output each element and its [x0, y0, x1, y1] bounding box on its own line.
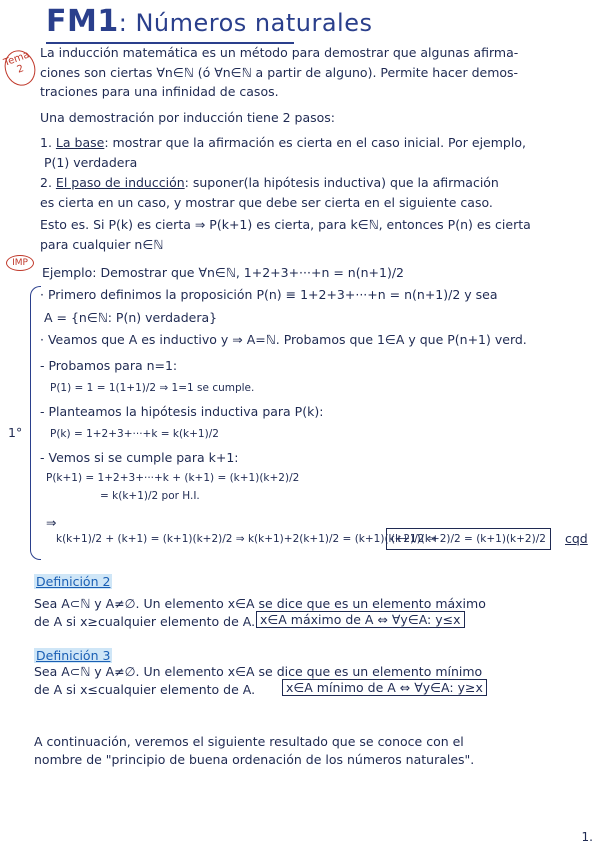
page-title: [46, 4, 372, 39]
intro-line-1: La inducción matemática es un método para demostrar que algunas afirma-: [40, 45, 519, 60]
step-1-cont: P(1) verdadera: [44, 155, 138, 170]
example-line-12: ⇒: [46, 515, 57, 530]
def2-line-1: Sea A⊂ℕ y A≠∅. Un elemento x∈A se dice que es un elemento máximo: [34, 596, 486, 611]
step-1-text: : mostrar que la afirmación es cierta en el caso inicial. Por ejemplo,: [104, 135, 526, 150]
example-line-9: - Vemos si se cumple para k+1:: [40, 450, 239, 465]
step-2-text: : suponer(la hipótesis inductiva) que la afirmación: [184, 175, 499, 190]
def2-heading: Definición 2: [36, 574, 111, 589]
intro-line-3: traciones para una infinidad de casos.: [40, 84, 279, 99]
example-boxed-result: (k+1)(k+2)/2 = (k+1)(k+2)/2: [386, 528, 551, 550]
step-2: [40, 175, 499, 190]
example-bracket: [30, 286, 41, 560]
closing-line-2: nombre de "principio de buena ordenación de los números naturales".: [34, 752, 475, 767]
tema-stamp: Tema 2: [0, 46, 40, 90]
def3-line-2: de A si x≤cualquier elemento de A.: [34, 682, 256, 697]
example-line-5: - Probamos para n=1:: [40, 358, 178, 373]
intro-line-2: ciones son ciertas ∀n∈ℕ (ó ∀n∈ℕ a partir de alguno). Permite hacer demos-: [40, 65, 519, 80]
example-line-11: = k(k+1)/2 por H.I.: [100, 490, 200, 502]
step-1-label: La base: [55, 135, 105, 150]
steps-heading: Una demostración por inducción tiene 2 pasos:: [40, 110, 336, 125]
example-line-1: Ejemplo: Demostrar que ∀n∈ℕ, 1+2+3+···+n = n(n+1)/2: [42, 265, 404, 280]
example-line-2: · Primero definimos la proposición P(n) ≡ 1+2+3+···+n = n(n+1)/2 y sea: [40, 287, 498, 302]
title-sub: : Números naturales: [118, 9, 373, 37]
def2-boxed: x∈A máximo de A ⇔ ∀y∈A: y≤x: [256, 611, 465, 628]
def3-boxed: x∈A mínimo de A ⇔ ∀y∈A: y≥x: [282, 679, 487, 696]
example-line-6: P(1) = 1 = 1(1+1)/2 ⇒ 1=1 se cumple.: [50, 382, 255, 394]
example-cqd: cqd: [565, 531, 588, 546]
step-2-label: El paso de inducción: [55, 175, 185, 190]
esto-line-2: para cualquier n∈ℕ: [40, 237, 164, 252]
example-marker: 1°: [8, 425, 23, 440]
def3-line-1: Sea A⊂ℕ y A≠∅. Un elemento x∈A se dice que es un elemento mínimo: [34, 664, 483, 679]
example-line-7: - Planteamos la hipótesis inductiva para P(k):: [40, 404, 324, 419]
example-line-8: P(k) = 1+2+3+···+k = k(k+1)/2: [50, 428, 219, 440]
step-2-cont: es cierta en un caso, y mostrar que debe ser cierta en el siguiente caso.: [40, 195, 493, 210]
example-line-13: k(k+1)/2 + (k+1) = (k+1)(k+2)/2 ⇒ k(k+1)+2(k+1)/2 = (k+1)(k+2)/2 ⇒: [56, 533, 437, 545]
example-line-4: · Veamos que A es inductivo y ⇒ A=ℕ. Probamos que 1∈A y que P(n+1) verd.: [40, 332, 527, 347]
esto-line-1: Esto es. Si P(k) es cierta ⇒ P(k+1) es cierta, para k∈ℕ, entonces P(n) es cierta: [40, 217, 531, 232]
title-underline: [46, 42, 294, 44]
closing-line-1: A continuación, veremos el siguiente resultado que se conoce con el: [34, 734, 464, 749]
step-2-num: 2.: [40, 175, 52, 190]
example-line-3: A = {n∈ℕ: P(n) verdadera}: [44, 310, 218, 325]
step-1: [40, 135, 526, 150]
def2-line-2: de A si x≥cualquier elemento de A.: [34, 614, 256, 629]
step-1-num: 1.: [40, 135, 52, 150]
page-number: 1.: [581, 830, 593, 844]
def3-heading: Definición 3: [36, 648, 111, 663]
example-line-10: P(k+1) = 1+2+3+···+k + (k+1) = (k+1)(k+2)/2: [46, 472, 300, 484]
imp-stamp: IMP: [6, 255, 34, 271]
title-main: FM1: [46, 4, 119, 39]
